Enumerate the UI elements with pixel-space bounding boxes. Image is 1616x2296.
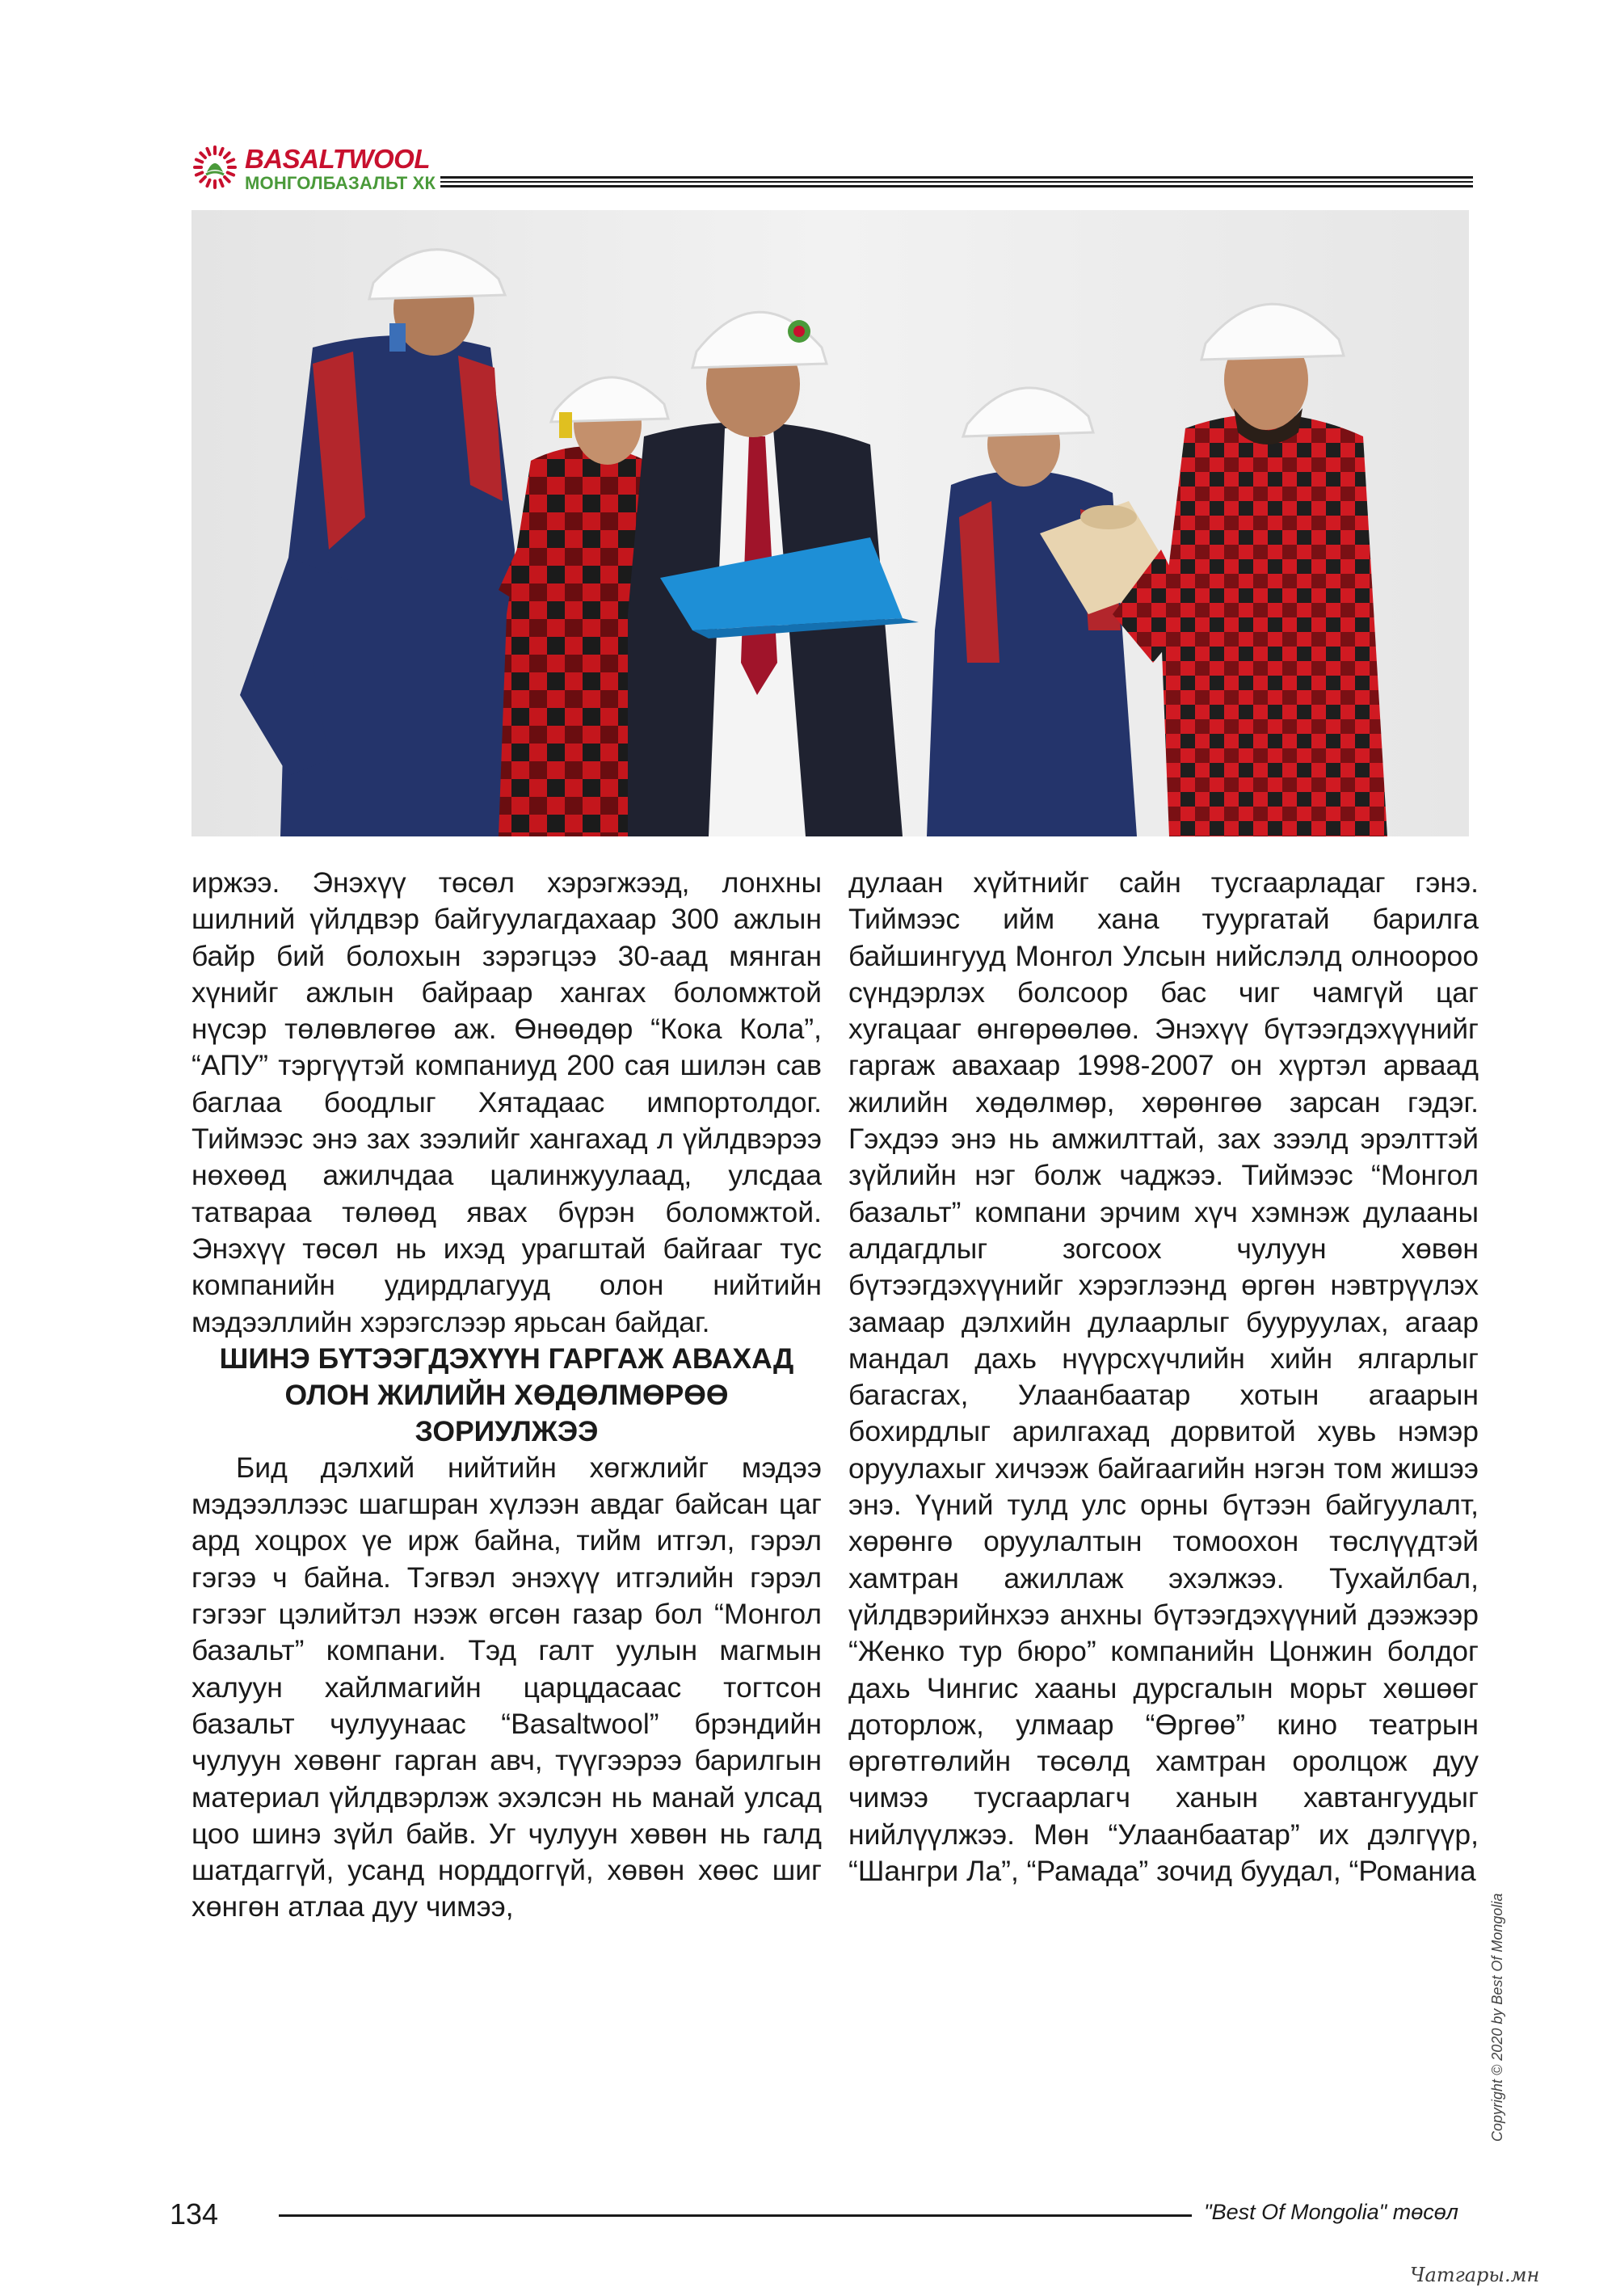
brand-name: BASALTWOOL <box>245 144 431 174</box>
brand-logo <box>191 144 450 196</box>
footer-rule <box>279 2214 1192 2217</box>
brand-subtitle: МОНГОЛБАЗАЛЬТ ХК <box>245 173 436 193</box>
paragraph: иржээ. Энэхүү төсөл хэрэгжээд, лонхны шилний үйлдвэр байгуулагдахаар 300 ажлын байр бий болохын зэрэгцээ 30-аад мянган хүнийг ажлын байраар хангах боломжтой нүсэр төлөвлөгөө аж. Өнөөдөр “Кока Кола”, “АПУ” тэргүүтэй компаниуд 200 сая шилэн сав баглаа боодлыг Хятадаас импортолдог. Тиймээс энэ зах зээлийг хангахад л үйлдвэрээ нөхөөд ажилчдаа цалинжуулаад, улсдаа татвараа төлөөд явах бүрэн боломжтой. Энэхүү төсөл нь ихэд урагштай байгааг тус компанийн удирдлагууд олон нийтийн мэдээллийн хэрэгслээр ярьсан байдаг. <box>191 866 822 1338</box>
basaltwool-flower-icon <box>191 144 238 191</box>
site-watermark: Чатгары.мн <box>1410 2264 1540 2286</box>
page-number: 134 <box>170 2197 219 2231</box>
team-photo <box>191 210 1469 836</box>
paragraph: дулаан хүйтнийг сайн тусгаарладаг гэнэ. Тиймээс ийм хана туургатай барилга байшингууд Монгол Улсын нийслэлд олноороо сүндэрлэх болсоор бас чиг чамгүй цаг хугацааг өнгөрөөлөө. Энэхүү бүтээгдэхүүнийг гаргаж авахаар 1998-2007 он хүртэл арваад жилийн хөдөлмөр, хөрөнгөө зарсан гэдэг. Гэхдээ энэ нь амжилттай, зах зээлд эрэлттэй зүйлийн нэг болж чаджээ. Тиймээс “Монгол базальт” компани эрчим хүч хэмнэж дулааны алдагдлыг зогсоох чулуун хөвөн бүтээгдэхүүнийг хэрэглээнд өргөн нэвтрүүлэх замаар дэлхийн дулаарлыг бууруулах, агаар мандал дахь нүүрсхүчлийн хийн ялгарлыг багасгах, Улаанбаатар хотын агаарын бохирдлыг арилгахад дорвитой хувь нэмэр оруулахыг хичээж байгаагийн нэгэн том жишээ энэ. Үүний тулд улс орны бүтээн байгуулалт, хөрөнгө оруулалтын томоохон төслүүдтэй хамтран ажиллаж эхэлжээ. Тухайлбал, үйлдвэрийнхээ анхны бүтээгдэхүүний дээжээр “Женко тур бюро” компанийн Цонжин болдог дахь Чингис хааны дурсгалын морьт хөшөөг доторлож, улмаар “Өргөө” кино театрын өргөтгөлийн төсөлд хамтран оролцож дуу чимээ тусгаарлагч ханын хавтангуудыг нийлүүлжээ. Мөн “Улаанбаатар” их дэлгүүр, “Шангри Ла”, “Рамада” зочид буудал, “Романиа <box>848 866 1479 1888</box>
footer-title: "Best Of Mongolia" төсөл <box>1204 2200 1459 2224</box>
workers-illustration <box>191 210 1469 836</box>
paragraph: Бид дэлхий нийтийн хөгжлийг мэдээ мэдээллээс шагшран хүлээн авдаг байсан цаг ард хоцрох үе ирж байна, тийм итгэл, гэрэл гэгээ ч байна. Тэгвэл энэхүү итгэлийн гэрэл гэгээг цэлийтэл нээж өгсөн газар бол “Монгол базальт” компани. Тэд галт уулын магмын халуун хайлмагийн царцдасаас тогтсон базальт чулуунаас “Basaltwool” брэндийн чулуун хөвөнг гарган авч, түүгээрээ барилгын материал үйлдвэрлэж эхэлсэн нь манай улсад цоо шинэ зүйл байв. Уг чулуун хөвөн нь галд шатдаггүй, усанд норддоггүй, хөвөн хөөс шиг хөнгөн атлаа дуу чимээ, <box>191 1451 822 1923</box>
side-copyright: Copyright © 2020 by Best Of Mongolia <box>1489 1893 1505 2142</box>
article-column-right <box>848 865 1479 1889</box>
section-heading: ШИНЭ БҮТЭЭГДЭХҮҮН ГАРГАЖ АВАХАД ОЛОН ЖИЛИЙН ХӨДӨЛМӨРӨӨ ЗОРИУЛЖЭЭ <box>219 1342 794 1447</box>
article-column-left <box>191 865 822 1926</box>
header-rule <box>440 176 1473 187</box>
